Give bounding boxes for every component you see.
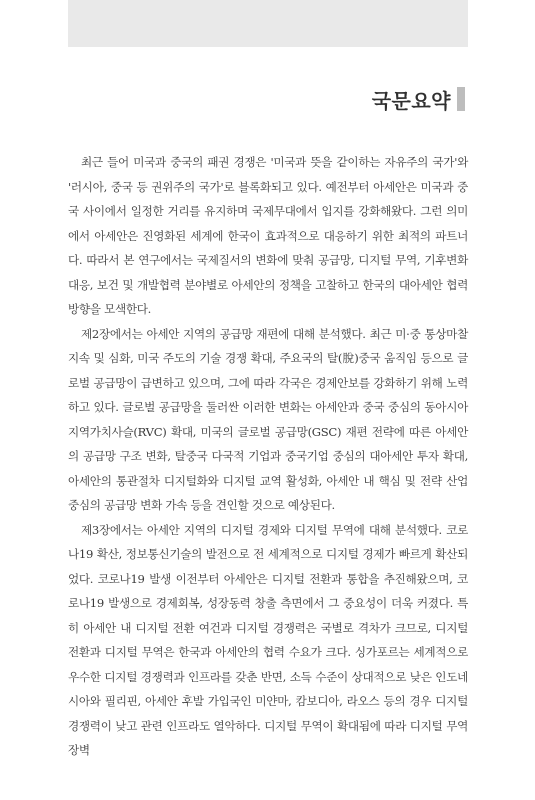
- paragraph-chapter-2: 제2장에서는 아세안 지역의 공급망 재편에 대해 분석했다. 최근 미·중 통상마찰 지속 및 심화, 미국 주도의 기술 경쟁 확대, 주요국의 탈(脫)중국 움직임 등으로 글로벌 공급망이 급변하고 있으며, 그에 따라 각국은 경제안보를 강화하기 위해 노력하고 있다. 글로벌 공급망을 둘러싼 이러한 변화는 아세안과 중국 중심의 동아시아 지역가치사슬(RVC) 확대, 미국의 글로벌 공급망(GSC) 재편 전략에 따른 아세안의 공급망 구조 변화, 탈중국 다국적 기업과 중국기업 중심의 대아세안 투자 확대, 아세안의 통관절차 디지털화와 디지털 교역 활성화, 아세안 내 핵심 및 전략 산업 중심의 공급망 변화 가속 등을 견인할 것으로 예상된다.: [68, 326, 468, 512]
- header-band: [68, 0, 468, 47]
- paragraph-intro: 최근 들어 미국과 중국의 패권 경쟁은 '미국과 뜻을 같이하는 자유주의 국가'와 '러시아, 중국 등 권위주의 국가'로 블록화되고 있다. 예전부터 아세안은 미국과 중국 사이에서 일정한 거리를 유지하며 국제무대에서 입지를 강화해왔다. 그런 의미에서 아세안은 진영화된 세계에 한국이 효과적으로 대응하기 위한 최적의 파트너다. 따라서 본 연구에서는 국제질서의 변화에 맞춰 공급망, 디지털 무역, 기후변화 대응, 보건 및 개발협력 분야별로 아세안의 정책을 고찰하고 한국의 대아세안 협력 방향을 모색한다.: [68, 155, 468, 316]
- title-accent-bar: [457, 87, 465, 111]
- page-title: 국문요약: [371, 88, 451, 113]
- summary-body: [68, 150, 468, 763]
- paragraph-chapter-3: 제3장에서는 아세안 지역의 디지털 경제와 디지털 무역에 대해 분석했다. 코로나19 확산, 정보통신기술의 발전으로 전 세계적으로 디지털 경제가 빠르게 확산되었다. 코로나19 발생 이전부터 아세안은 디지털 전환과 통합을 추진해왔으며, 코로나19 발생으로 경제회복, 성장동력 창출 측면에서 그 중요성이 더욱 커졌다. 특히 아세안 내 디지털 전환 여건과 디지털 경쟁력은 국별로 격차가 크므로, 디지털 전환과 디지털 무역은 한국과 아세안의 협력 수요가 크다. 싱가포르는 세계적으로 우수한 디지털 경쟁력과 인프라를 갖춘 반면, 소득 수준이 상대적으로 낮은 인도네시아와 필리핀, 아세안 후발 가입국인 미얀마, 캄보디아, 라오스 등의 경우 디지털 경쟁력이 낮고 관련 인프라도 열악하다. 디지털 무역이 확대됨에 따라 디지털 무역장벽: [68, 522, 468, 757]
- section-title: [372, 86, 465, 112]
